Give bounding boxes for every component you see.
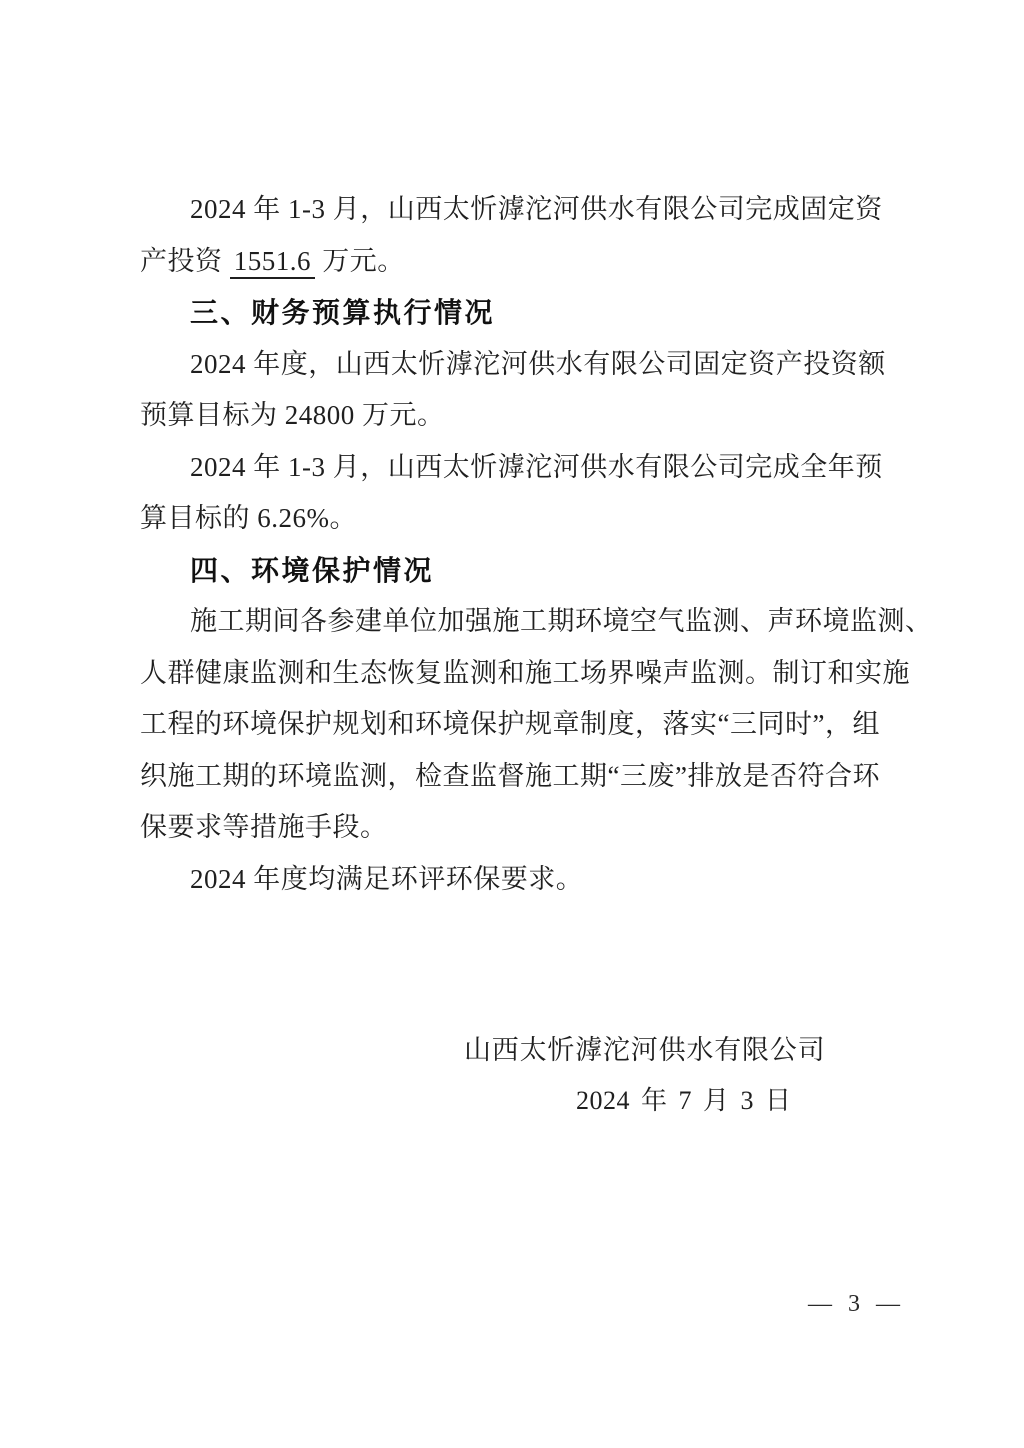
para2-line2: 预算目标为 24800 万元。 xyxy=(140,400,445,430)
para4-line4: 织施工期的环境监测，检查监督施工期“三废”排放是否符合环 xyxy=(140,760,880,791)
para2-line1: 2024 年度，山西太忻滹沱河供水有限公司固定资产投资额 xyxy=(190,348,886,379)
para4-line3: 工程的环境保护规划和环境保护规章制度，落实“三同时”，组 xyxy=(140,709,880,739)
para4-line5: 保要求等措施手段。 xyxy=(140,812,388,842)
signature-company: 山西太忻滹沱河供水有限公司 xyxy=(464,1035,826,1065)
underlined-investment-value: 1551.6 xyxy=(230,246,315,279)
para4-line1: 施工期间各参建单位加强施工期环境空气监测、声环境监测、 xyxy=(190,606,933,636)
section-heading-environment: 四、环境保护情况 xyxy=(190,554,435,586)
para1-line2-suffix: 万元。 xyxy=(315,245,405,276)
signature-date: 2024 年 7 月 3 日 xyxy=(576,1086,792,1115)
body-text xyxy=(140,184,933,905)
para1-line1: 2024 年 1-3 月，山西太忻滹沱河供水有限公司完成固定资 xyxy=(190,194,883,224)
page-number: — 3 — xyxy=(808,1291,901,1317)
para4-line2: 人群健康监测和生态恢复监测和施工场界噪声监测。制订和实施 xyxy=(140,657,910,688)
para1-line2 xyxy=(140,236,912,288)
para1-line2-prefix: 产投资 xyxy=(140,245,230,276)
section-heading-finance: 三、财务预算执行情况 xyxy=(190,297,496,328)
para3-line1: 2024 年 1-3 月，山西太忻滹沱河供水有限公司完成全年预 xyxy=(190,451,883,482)
para5-line1: 2024 年度均满足环评环保要求。 xyxy=(190,863,584,894)
para3-line2: 算目标的 6.26%。 xyxy=(140,503,357,533)
